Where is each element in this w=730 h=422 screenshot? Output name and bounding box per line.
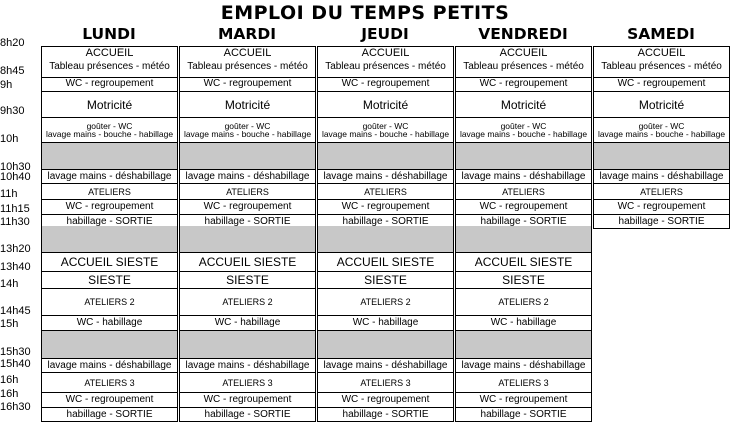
activity-cell: WC - habillage xyxy=(41,316,178,331)
activity-cell: WC - regroupement xyxy=(317,393,454,408)
activity-cell: ATELIERS 3 xyxy=(317,373,454,393)
activity-cell: SIESTE xyxy=(41,272,178,289)
time-label: 11h15 xyxy=(0,203,30,215)
activity-cell: WC - regroupement xyxy=(179,393,316,408)
activity-cell: lavage mains - déshabillage xyxy=(179,170,316,184)
lavage-bouche-label: lavage mains - bouche - habillage xyxy=(183,129,312,139)
activity-cell: WC - regroupement xyxy=(41,77,178,92)
activity-cell: ATELIERS 2 xyxy=(179,289,316,316)
lavage-bouche-label: lavage mains - bouche - habillage xyxy=(45,129,174,139)
activity-cell: habillage - SORTIE xyxy=(179,215,316,229)
activity-cell: habillage - SORTIE xyxy=(455,215,592,229)
accueil-label: ACCUEIL xyxy=(637,47,686,59)
gouter-label: goûter - WC xyxy=(362,120,409,131)
gouter-label: goûter - WC xyxy=(638,120,685,131)
activity-cell: WC - regroupement xyxy=(593,200,730,215)
activity-cell: lavage mains - déshabillage xyxy=(455,359,592,373)
break-block xyxy=(455,331,592,359)
activity-cell: ATELIERS xyxy=(179,184,316,200)
break-block xyxy=(455,226,592,253)
activity-cell: lavage mains - déshabillage xyxy=(179,359,316,373)
day-jeudi: JEUDI xyxy=(361,25,409,43)
activity-cell: Motricité xyxy=(455,92,592,118)
accueil-cell xyxy=(179,46,316,78)
break-block xyxy=(317,331,454,359)
activity-cell: Motricité xyxy=(593,92,730,118)
activity-cell: WC - regroupement xyxy=(455,77,592,92)
time-label: 15h xyxy=(0,318,19,330)
time-label: 10h30 xyxy=(0,161,31,173)
presences-label: Tableau présences - météo xyxy=(187,61,308,72)
activity-cell: WC - regroupement xyxy=(317,200,454,215)
break-block xyxy=(317,226,454,253)
accueil-label: ACCUEIL xyxy=(499,47,548,59)
presences-label: Tableau présences - météo xyxy=(463,61,584,72)
time-label: 11h30 xyxy=(0,216,30,228)
activity-cell: lavage mains - déshabillage xyxy=(41,170,178,184)
activity-cell: Motricité xyxy=(317,92,454,118)
activity-cell: ATELIERS 3 xyxy=(455,373,592,393)
gouter-cell xyxy=(179,118,316,143)
activity-cell: habillage - SORTIE xyxy=(317,215,454,229)
time-label: 9h30 xyxy=(0,105,25,117)
activity-cell: habillage - SORTIE xyxy=(317,408,454,422)
accueil-cell xyxy=(317,46,454,78)
break-block xyxy=(179,226,316,253)
activity-cell: ATELIERS 2 xyxy=(41,289,178,316)
time-label: 15h40 xyxy=(0,358,31,370)
activity-cell: ACCUEIL SIESTE xyxy=(455,253,592,272)
presences-label: Tableau présences - météo xyxy=(601,61,722,72)
lavage-bouche-label: lavage mains - bouche - habillage xyxy=(459,129,588,139)
activity-cell: ACCUEIL SIESTE xyxy=(41,253,178,272)
activity-cell: WC - habillage xyxy=(179,316,316,331)
activity-cell: ATELIERS xyxy=(455,184,592,200)
break-block xyxy=(41,331,178,359)
time-label: 8h20 xyxy=(0,37,25,49)
time-label: 16h xyxy=(0,374,19,386)
presences-label: Tableau présences - météo xyxy=(49,61,170,72)
time-label: 14h xyxy=(0,278,19,290)
time-label: 14h45 xyxy=(0,305,31,317)
activity-cell: WC - regroupement xyxy=(179,77,316,92)
activity-cell: SIESTE xyxy=(455,272,592,289)
break-block xyxy=(179,143,316,170)
presences-label: Tableau présences - météo xyxy=(325,61,446,72)
activity-cell: habillage - SORTIE xyxy=(41,215,178,229)
accueil-label: ACCUEIL xyxy=(361,47,410,59)
activity-cell: SIESTE xyxy=(179,272,316,289)
gouter-label: goûter - WC xyxy=(500,120,547,131)
day-vendredi: VENDREDI xyxy=(478,25,568,43)
accueil-label: ACCUEIL xyxy=(85,47,134,59)
activity-cell: WC - regroupement xyxy=(41,393,178,408)
activity-cell: ATELIERS 2 xyxy=(455,289,592,316)
gouter-cell xyxy=(41,118,178,143)
time-label: 10h40 xyxy=(0,171,31,183)
lavage-bouche-label: lavage mains - bouche - habillage xyxy=(321,129,450,139)
gouter-cell xyxy=(455,118,592,143)
gouter-cell xyxy=(593,118,730,143)
accueil-cell xyxy=(41,46,178,78)
activity-cell: WC - regroupement xyxy=(593,77,730,92)
activity-cell: habillage - SORTIE xyxy=(455,408,592,422)
accueil-cell xyxy=(593,46,730,78)
time-label: 10h xyxy=(0,133,19,145)
activity-cell: Motricité xyxy=(41,92,178,118)
break-block xyxy=(179,331,316,359)
day-samedi: SAMEDI xyxy=(627,25,695,43)
activity-cell: ATELIERS xyxy=(317,184,454,200)
activity-cell: lavage mains - déshabillage xyxy=(317,170,454,184)
activity-cell: Motricité xyxy=(179,92,316,118)
page-title: EMPLOI DU TEMPS PETITS xyxy=(220,2,510,24)
break-block xyxy=(317,143,454,170)
activity-cell: ACCUEIL SIESTE xyxy=(317,253,454,272)
time-label: 13h40 xyxy=(0,261,31,273)
activity-cell: ATELIERS xyxy=(41,184,178,200)
time-label: 16h xyxy=(0,388,19,400)
activity-cell: WC - regroupement xyxy=(317,77,454,92)
time-label: 13h20 xyxy=(0,243,31,255)
activity-cell: WC - regroupement xyxy=(179,200,316,215)
activity-cell: SIESTE xyxy=(317,272,454,289)
day-mardi: MARDI xyxy=(218,25,276,43)
time-label: 11h xyxy=(0,188,18,200)
activity-cell: ACCUEIL SIESTE xyxy=(179,253,316,272)
activity-cell: habillage - SORTIE xyxy=(41,408,178,422)
day-lundi: LUNDI xyxy=(82,25,136,43)
time-label: 8h45 xyxy=(0,65,25,77)
activity-cell: lavage mains - déshabillage xyxy=(455,170,592,184)
activity-cell: ATELIERS 3 xyxy=(179,373,316,393)
activity-cell: WC - regroupement xyxy=(41,200,178,215)
time-label: 9h xyxy=(0,79,13,91)
break-block xyxy=(455,143,592,170)
activity-cell: ATELIERS 2 xyxy=(317,289,454,316)
activity-cell: habillage - SORTIE xyxy=(179,408,316,422)
break-block xyxy=(593,143,730,170)
gouter-cell xyxy=(317,118,454,143)
activity-cell: WC - habillage xyxy=(317,316,454,331)
activity-cell: WC - regroupement xyxy=(455,200,592,215)
gouter-label: goûter - WC xyxy=(86,120,133,131)
accueil-label: ACCUEIL xyxy=(223,47,272,59)
activity-cell: lavage mains - déshabillage xyxy=(317,359,454,373)
gouter-label: goûter - WC xyxy=(224,120,271,131)
break-block xyxy=(41,226,178,253)
time-label: 16h30 xyxy=(0,401,31,413)
activity-cell: WC - habillage xyxy=(455,316,592,331)
time-label: 15h30 xyxy=(0,346,31,358)
activity-cell: WC - regroupement xyxy=(455,393,592,408)
lavage-bouche-label: lavage mains - bouche - habillage xyxy=(597,129,726,139)
activity-cell: lavage mains - déshabillage xyxy=(593,170,730,184)
accueil-cell xyxy=(455,46,592,78)
activity-cell: lavage mains - déshabillage xyxy=(41,359,178,373)
activity-cell: ATELIERS 3 xyxy=(41,373,178,393)
activity-cell: ATELIERS xyxy=(593,184,730,200)
break-block xyxy=(41,143,178,170)
activity-cell: habillage - SORTIE xyxy=(593,215,730,229)
